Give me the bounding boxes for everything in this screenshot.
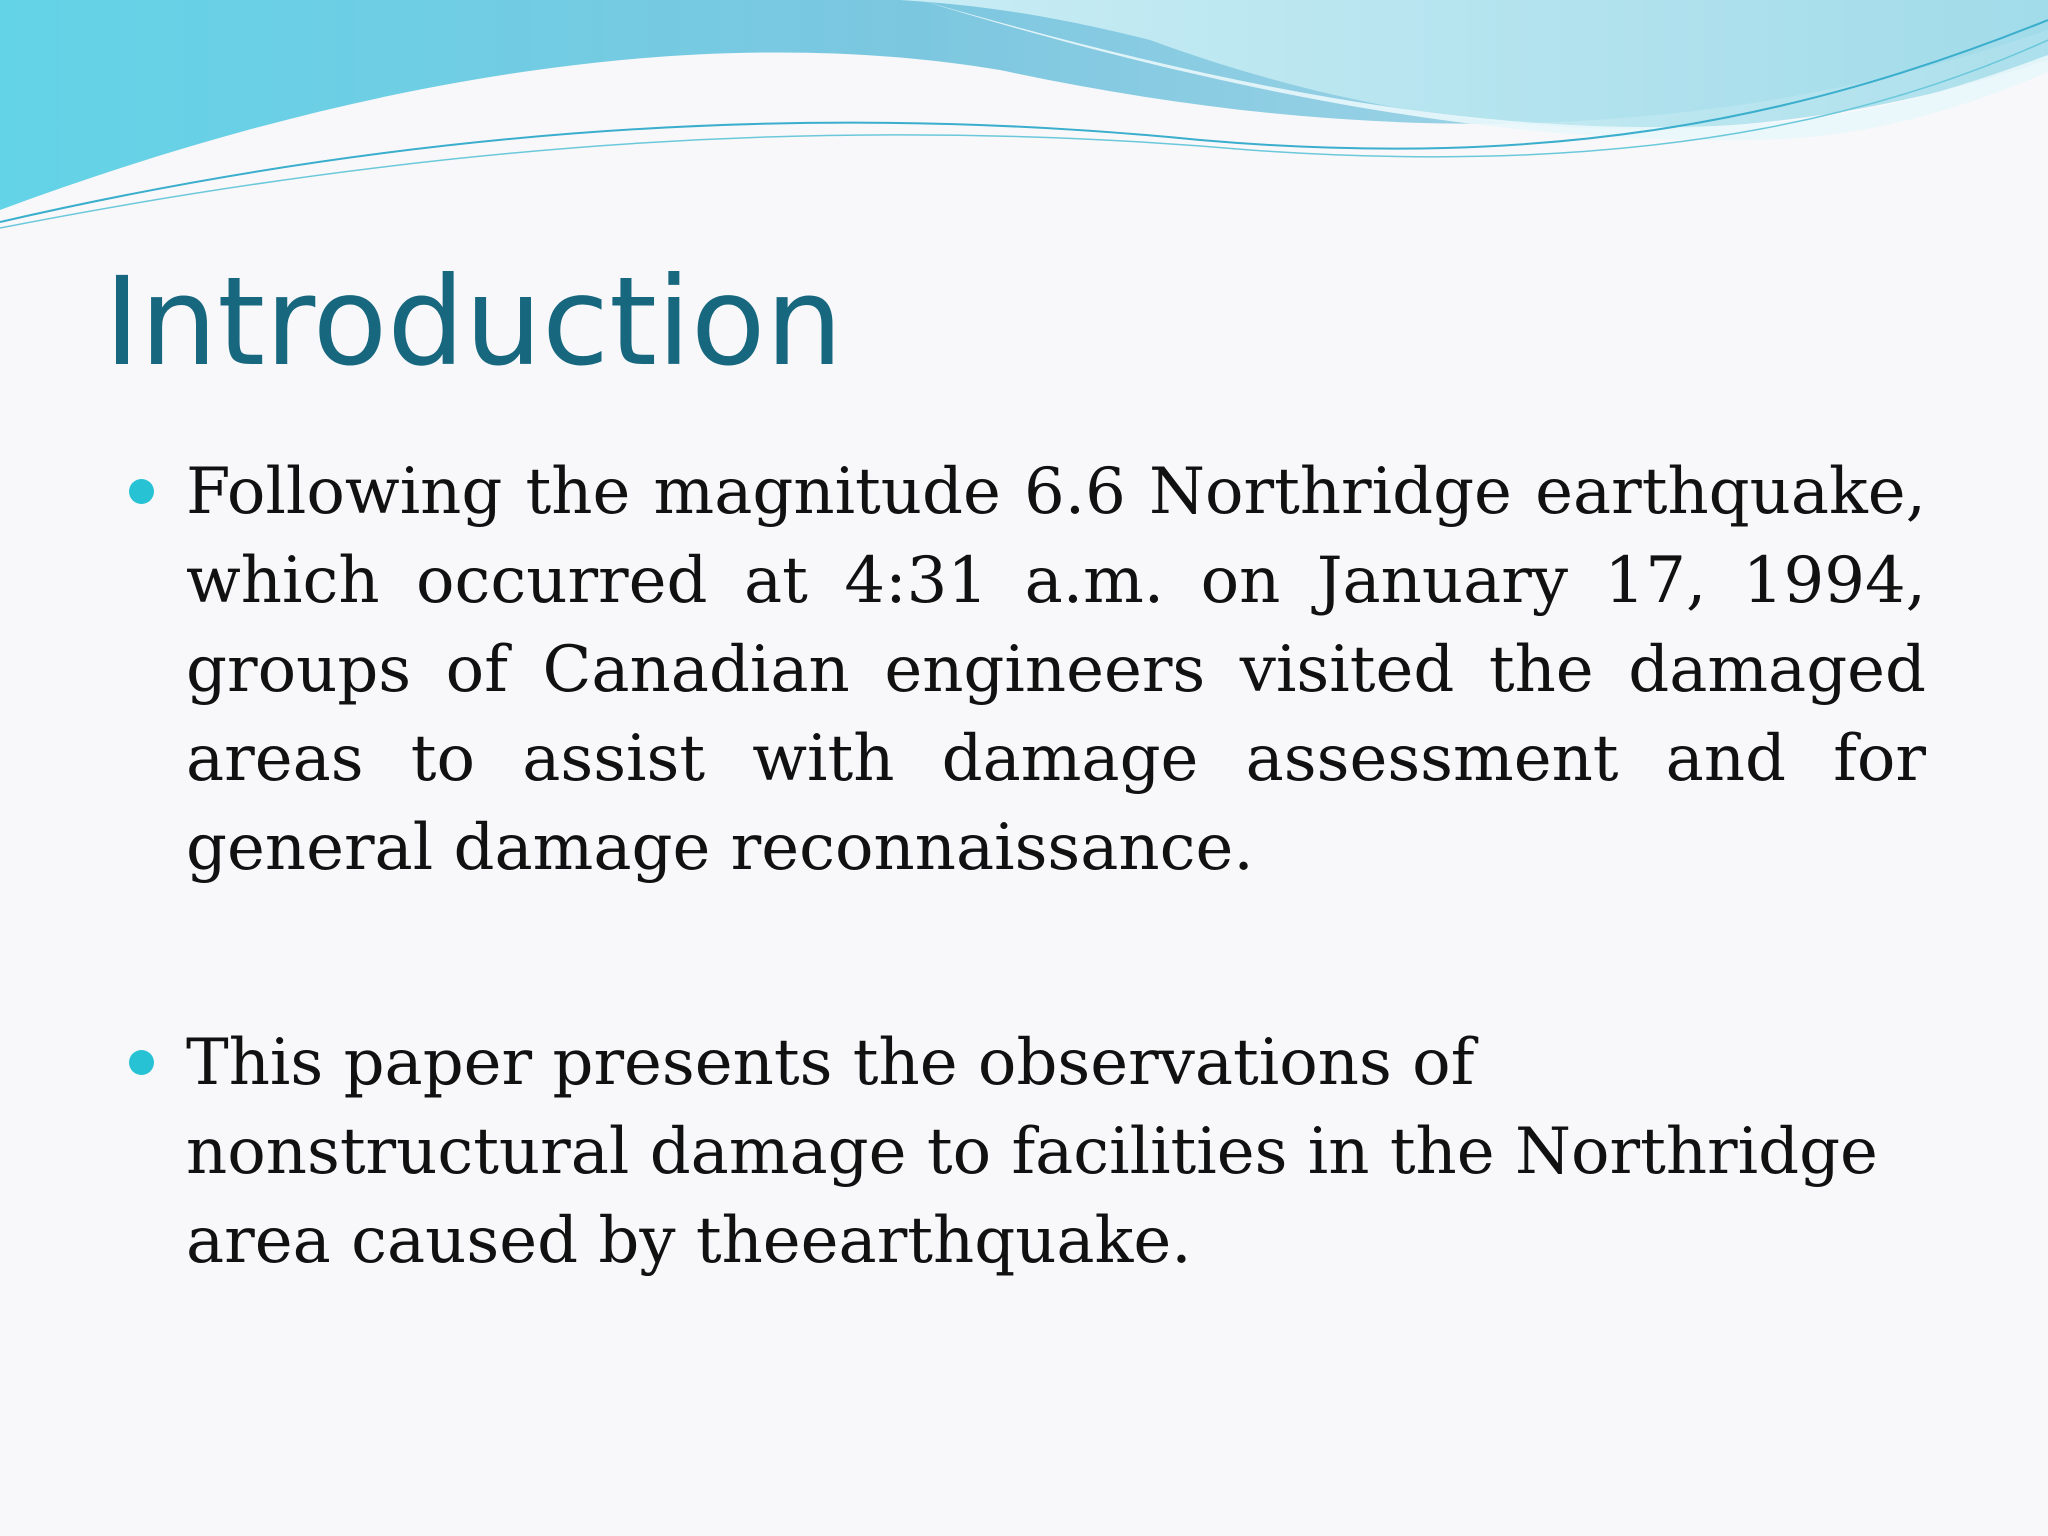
bullet-text-1: Following the magnitude 6.6 Northridge earthquake, which occurred at 4:31 a.m. on January 17, 1994, groups of Canadian engineers visited the damaged areas to assist with damage assessment and for general damage reconnaissance. <box>186 455 1926 885</box>
bullet-dot-icon <box>129 479 154 504</box>
bullet-item-2 <box>126 1019 1926 1286</box>
bullet-list <box>126 448 1926 1286</box>
bullet-dot-icon <box>129 1050 154 1075</box>
bullet-text-2: This paper presents the observations of nonstructural damage to facilities in the Northridge area caused by theearthquake. <box>186 1026 1878 1278</box>
header-wave-decoration <box>0 0 2048 240</box>
bullet-item-1 <box>126 448 1926 893</box>
slide-title: Introduction <box>104 251 843 393</box>
